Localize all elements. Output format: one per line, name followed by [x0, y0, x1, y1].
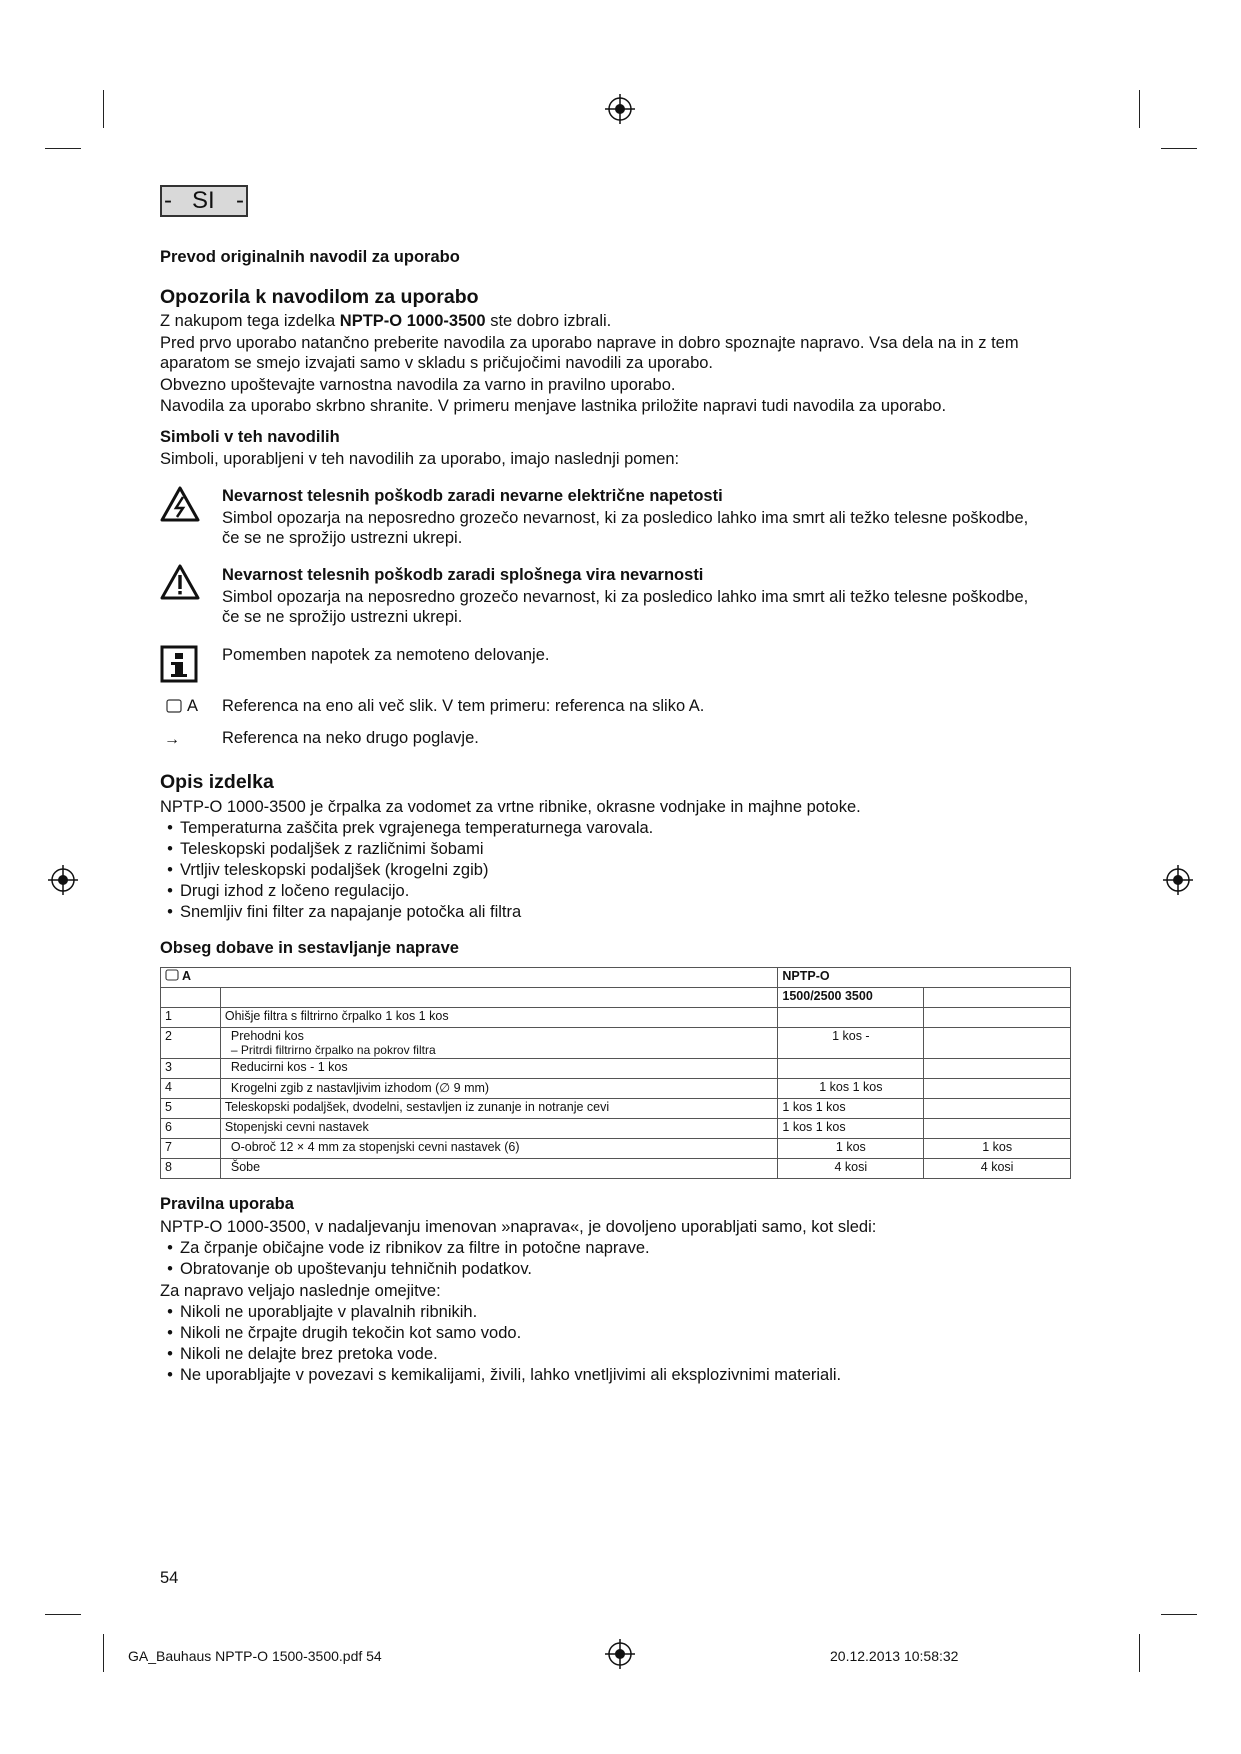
list-item: • Obratovanje ob upoštevanju tehničnih podatkov. [160, 1259, 650, 1280]
language-code: SI [192, 187, 215, 214]
crop-mark [45, 148, 81, 149]
general-hazard-text: če se ne sprožijo ustrezni ukrepi. [222, 608, 463, 626]
electric-hazard-text: Simbol opozarja na neposredno grozečo nevarnost, ki za posledico lahko ima smrt ali težko telesne poškodbe, [222, 509, 1029, 527]
list-item: • Vrtljiv teleskopski podaljšek (krogelni zgib) [160, 860, 653, 881]
table-header-model: NPTP-O [778, 968, 1071, 988]
table-row: 4 Krogelni zgib z nastavljivim izhodom (∅ 9 mm) 1 kos 1 kos [161, 1079, 1071, 1099]
crop-mark [103, 1634, 104, 1672]
figure-reference-text: Referenca na eno ali več slik. V tem primeru: referenca na sliko A. [222, 697, 705, 715]
table-header-row [161, 968, 1071, 988]
table-row: 1 Ohišje filtra s filtrirno črpalko 1 kos 1 kos [161, 1008, 1071, 1028]
info-icon [160, 645, 198, 683]
list-item: • Ne uporabljajte v povezavi s kemikalijami, živili, lahko vnetljivimi ali eksplozivnimi materiali. [160, 1365, 841, 1386]
registration-mark-icon [605, 94, 635, 124]
list-item: • Nikoli ne črpajte drugih tekočin kot samo vodo. [160, 1323, 841, 1344]
paragraph-line: Pred prvo uporabo natančno preberite navodila za uporabo naprave in dobro spoznajte napravo. Vsa dela na in z tem [160, 334, 1019, 352]
scope-table [160, 967, 1071, 1179]
list-item: • Za črpanje običajne vode iz ribnikov za filtre in potočne naprave. [160, 1238, 650, 1259]
limits-list [160, 1302, 841, 1386]
table-row: 8 Šobe 4 kosi 4 kosi [161, 1159, 1071, 1179]
usage-intro: NPTP-O 1000-3500, v nadaljevanju imenovan »naprava«, je dovoljeno uporabljati samo, kot sledi: [160, 1218, 877, 1236]
chapter-reference-text: Referenca na neko drugo poglavje. [222, 729, 479, 747]
section-title-usage: Pravilna uporaba [160, 1195, 294, 1213]
list-item: • Temperaturna zaščita prek vgrajenega temperaturnega varovala. [160, 818, 653, 839]
intro-paragraph: Z nakupom tega izdelka NPTP-O 1000-3500 ste dobro izbrali. [160, 312, 612, 330]
section-title-scope: Obseg dobave in sestavljanje naprave [160, 939, 459, 957]
list-item: • Nikoli ne uporabljajte v plavalnih ribnikih. [160, 1302, 841, 1323]
document-subtitle: Prevod originalnih navodil za uporabo [160, 248, 460, 266]
crop-mark [1161, 1614, 1197, 1615]
electric-hazard-text: če se ne sprožijo ustrezni ukrepi. [222, 529, 463, 547]
registration-mark-icon [48, 865, 78, 895]
electric-hazard-icon [160, 486, 200, 522]
table-row: 5 Teleskopski podaljšek, dvodelni, sestavljen iz zunanje in notranje cevi 1 kos 1 kos [161, 1099, 1071, 1119]
usage-list [160, 1238, 650, 1280]
arrow-right-icon: → [164, 731, 180, 748]
figure-box-icon [166, 699, 182, 713]
footer-file-info: GA_Bauhaus NPTP-O 1500-3500.pdf 54 [128, 1648, 382, 1664]
crop-mark [1139, 1634, 1140, 1672]
info-text: Pomemben napotek za nemoteno delovanje. [222, 646, 550, 664]
general-hazard-text: Simbol opozarja na neposredno grozečo nevarnost, ki za posledico lahko ima smrt ali težko telesne poškodbe, [222, 588, 1029, 606]
table-row: 6 Stopenjski cevni nastavek 1 kos 1 kos [161, 1119, 1071, 1139]
crop-mark [1139, 90, 1140, 128]
table-header-sizes: 1500/2500 3500 [778, 988, 924, 1008]
list-item: • Snemljiv fini filter za napajanje potočka ali filtra [160, 902, 653, 923]
description-intro: NPTP-O 1000-3500 je črpalka za vodomet za vrtne ribnike, okrasne vodnjake in majhne potoke. [160, 798, 861, 816]
list-item: • Teleskopski podaljšek z različnimi šobami [160, 839, 653, 860]
crop-mark [45, 1614, 81, 1615]
limits-intro: Za napravo veljajo naslednje omejitve: [160, 1282, 441, 1300]
symbols-intro: Simboli, uporabljeni v teh navodilih za uporabo, imajo naslednji pomen: [160, 450, 680, 468]
table-row: 3 Reducirni kos - 1 kos [161, 1059, 1071, 1079]
section-title-description: Opis izdelka [160, 771, 274, 793]
warning-icon [160, 564, 200, 600]
registration-mark-icon [1163, 865, 1193, 895]
section-title-warnings: Opozorila k navodilom za uporabo [160, 286, 479, 308]
registration-mark-icon [605, 1639, 635, 1669]
paragraph-line: Navodila za uporabo skrbno shranite. V primeru menjave lastnika priložite napravi tudi navodila za uporabo. [160, 397, 947, 415]
table-header-row [161, 988, 1071, 1008]
general-hazard-title: Nevarnost telesnih poškodb zaradi splošnega vira nevarnosti [222, 566, 704, 584]
table-row: 2 Prehodni kos – Pritrdi filtrirno črpalko na pokrov filtra 1 kos - [161, 1028, 1071, 1059]
paragraph-line: Obvezno upoštevajte varnostna navodila za varno in pravilno uporabo. [160, 376, 676, 394]
table-row: 7 O-obroč 12 × 4 mm za stopenjski cevni nastavek (6) 1 kos 1 kos [161, 1139, 1071, 1159]
page-number: 54 [160, 1569, 179, 1587]
crop-mark [1161, 148, 1197, 149]
electric-hazard-title: Nevarnost telesnih poškodb zaradi nevarne električne napetosti [222, 487, 723, 505]
crop-mark [103, 90, 104, 128]
paragraph-line: aparatom se smejo izvajati samo v skladu s pričujočimi navodili za uporabo. [160, 354, 713, 372]
figure-label: A [187, 697, 199, 715]
figure-box-icon [165, 969, 179, 981]
section-title-symbols: Simboli v teh navodilih [160, 428, 340, 446]
list-item: • Nikoli ne delajte brez pretoka vode. [160, 1344, 841, 1365]
feature-list [160, 818, 653, 923]
language-tag: - SI - [160, 185, 248, 217]
list-item: • Drugi izhod z ločeno regulacijo. [160, 881, 653, 902]
table-header-figure: A [161, 968, 778, 988]
footer-timestamp: 20.12.2013 10:58:32 [830, 1648, 959, 1664]
